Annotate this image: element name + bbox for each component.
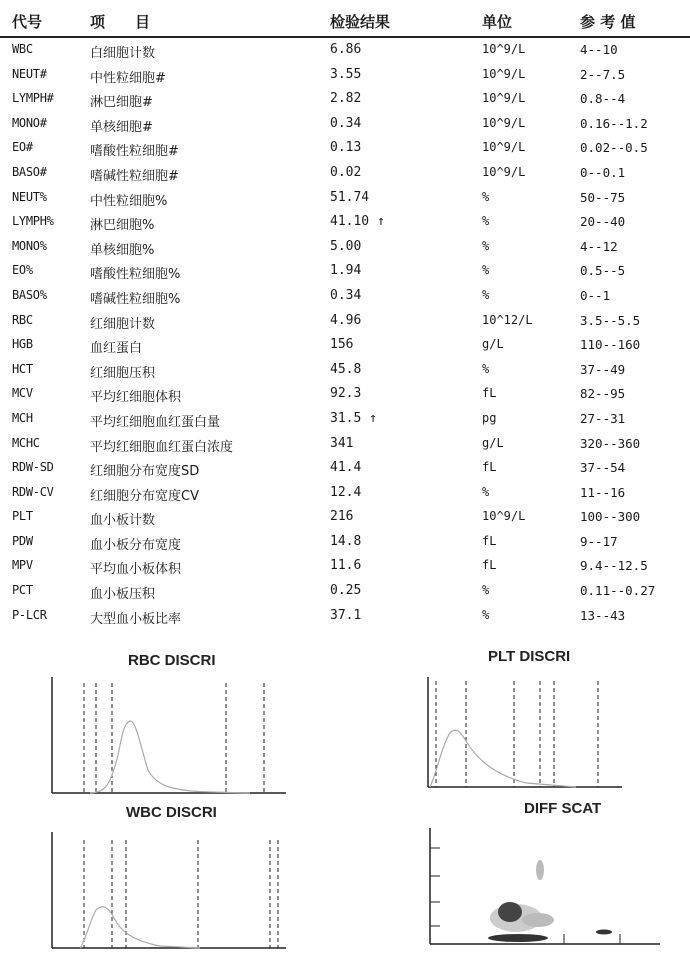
row-item: 中性粒细胞# xyxy=(90,70,166,86)
row-result: 12.4 xyxy=(330,484,362,500)
row-ref: 0--1 xyxy=(580,287,611,303)
row-result: 0.13 xyxy=(330,140,362,156)
diff-cluster-neut xyxy=(522,913,554,927)
header-item: 项 目 xyxy=(90,13,151,31)
row-item: 嗜碱性粒细胞% xyxy=(90,291,181,307)
row-item: 平均红细胞血红蛋白量 xyxy=(90,414,221,430)
row-result: 0.34 xyxy=(330,115,362,131)
row-unit: % xyxy=(482,189,490,204)
rbc-discri-title: RBC DISCRI xyxy=(128,652,216,669)
table-row xyxy=(0,333,690,358)
table-row xyxy=(0,87,690,112)
table-row xyxy=(0,284,690,309)
row-unit: % xyxy=(482,607,490,622)
row-unit: % xyxy=(482,583,490,598)
table-row xyxy=(0,112,690,137)
rbc-histogram xyxy=(50,675,290,800)
plt-discri-title: PLT DISCRI xyxy=(488,648,571,665)
row-code: P-LCR xyxy=(12,607,47,622)
result-table xyxy=(0,38,690,628)
row-result: 14.8 xyxy=(330,533,362,549)
row-code: RDW-CV xyxy=(12,484,54,499)
row-item: 红细胞计数 xyxy=(90,316,156,332)
row-unit: % xyxy=(482,238,490,253)
row-ref: 9.4--12.5 xyxy=(580,558,648,574)
row-unit: 10^9/L xyxy=(482,42,526,56)
row-item: 大型血小板比率 xyxy=(90,611,182,627)
row-result: 41.4 xyxy=(330,460,362,476)
row-unit: g/L xyxy=(482,337,504,352)
row-unit: pg xyxy=(482,410,497,425)
row-unit: 10^9/L xyxy=(482,164,526,179)
row-code: MCHC xyxy=(12,435,40,450)
row-item: 血小板分布宽度 xyxy=(90,537,182,553)
row-ref: 0.11--0.27 xyxy=(580,583,656,599)
diff-scatter xyxy=(428,826,664,954)
table-row xyxy=(0,481,690,506)
row-result: 341 xyxy=(330,435,354,451)
diff-cluster-scatter xyxy=(536,860,544,880)
row-item: 红细胞分布宽度SD xyxy=(90,464,200,480)
row-ref: 82--95 xyxy=(580,386,626,402)
table-header xyxy=(0,0,690,38)
header-unit: 单位 xyxy=(482,13,513,31)
row-unit: 10^9/L xyxy=(482,140,526,155)
table-row xyxy=(0,38,690,63)
diff-cluster-lymph xyxy=(498,902,522,922)
row-ref: 0.02--0.5 xyxy=(580,140,648,156)
row-item: 平均血小板体积 xyxy=(90,562,182,578)
row-unit: 10^12/L xyxy=(482,312,533,327)
row-item: 嗜酸性粒细胞# xyxy=(90,144,179,160)
row-code: MPV xyxy=(12,558,33,573)
row-ref: 9--17 xyxy=(580,533,618,549)
row-code: EO# xyxy=(12,140,33,155)
row-result: 41.10 ↑ xyxy=(330,214,385,230)
row-ref: 37--49 xyxy=(580,361,626,377)
row-code: BASO# xyxy=(12,164,47,179)
table-row xyxy=(0,136,690,161)
wbc-curve xyxy=(80,907,200,948)
row-result: 45.8 xyxy=(330,361,362,377)
row-ref: 13--43 xyxy=(580,607,626,623)
row-ref: 100--300 xyxy=(580,509,641,525)
wbc-discri-title: WBC DISCRI xyxy=(126,804,217,821)
row-result: 0.34 xyxy=(330,287,362,303)
row-unit: g/L xyxy=(482,435,504,450)
table-row xyxy=(0,186,690,211)
row-result: 0.25 xyxy=(330,583,362,599)
table-row xyxy=(0,235,690,260)
row-code: MCV xyxy=(12,386,33,401)
row-code: NEUT# xyxy=(12,66,47,81)
plt-histogram xyxy=(426,675,626,800)
row-code: NEUT% xyxy=(12,189,47,204)
row-ref: 2--7.5 xyxy=(580,66,626,82)
row-item: 单核细胞% xyxy=(90,242,155,258)
row-item: 中性粒细胞% xyxy=(90,193,168,209)
row-result: 216 xyxy=(330,509,354,525)
row-result: 6.86 xyxy=(330,42,362,57)
row-item: 平均红细胞血红蛋白浓度 xyxy=(90,439,234,455)
header-result: 检验结果 xyxy=(330,13,391,31)
row-unit: 10^9/L xyxy=(482,91,526,106)
row-code: MONO# xyxy=(12,115,47,130)
table-row xyxy=(0,432,690,457)
row-code: EO% xyxy=(12,263,33,278)
row-code: WBC xyxy=(12,42,33,56)
row-ref: 11--16 xyxy=(580,484,626,500)
row-unit: % xyxy=(482,214,490,229)
table-row xyxy=(0,456,690,481)
row-code: LYMPH% xyxy=(12,214,54,229)
header-ref: 参 考 值 xyxy=(580,13,636,31)
row-ref: 0.16--1.2 xyxy=(580,115,648,131)
row-item: 淋巴细胞# xyxy=(90,95,153,111)
header-code: 代号 xyxy=(12,13,43,31)
row-result: 1.94 xyxy=(330,263,362,279)
row-ref: 37--54 xyxy=(580,460,626,476)
table-row xyxy=(0,63,690,88)
row-result: 0.02 xyxy=(330,164,362,180)
row-result: 31.5 ↑ xyxy=(330,410,377,426)
row-item: 血小板计数 xyxy=(90,513,156,529)
row-unit: fL xyxy=(482,460,497,475)
row-item: 红细胞压积 xyxy=(90,365,156,381)
table-row xyxy=(0,382,690,407)
row-item: 淋巴细胞% xyxy=(90,218,155,234)
row-unit: fL xyxy=(482,386,497,401)
row-unit: fL xyxy=(482,533,497,548)
table-row xyxy=(0,407,690,432)
row-ref: 20--40 xyxy=(580,214,626,230)
row-item: 血小板压积 xyxy=(90,587,156,603)
table-row xyxy=(0,530,690,555)
row-result: 156 xyxy=(330,337,354,353)
row-code: LYMPH# xyxy=(12,91,54,106)
row-ref: 27--31 xyxy=(580,410,626,426)
row-unit: % xyxy=(482,263,490,278)
row-unit: 10^9/L xyxy=(482,66,526,81)
row-ref: 320--360 xyxy=(580,435,641,451)
table-row xyxy=(0,259,690,284)
row-result: 5.00 xyxy=(330,238,362,254)
row-result: 4.96 xyxy=(330,312,362,328)
table-row xyxy=(0,358,690,383)
row-code: RBC xyxy=(12,312,33,327)
wbc-histogram xyxy=(50,830,290,954)
row-ref: 110--160 xyxy=(580,337,641,353)
table-row xyxy=(0,505,690,530)
row-code: BASO% xyxy=(12,287,47,302)
row-ref: 0.8--4 xyxy=(580,91,626,107)
diff-cluster-eo xyxy=(596,930,612,935)
row-code: PDW xyxy=(12,533,33,548)
row-code: RDW-SD xyxy=(12,460,54,475)
row-result: 2.82 xyxy=(330,91,362,107)
row-unit: % xyxy=(482,361,490,376)
row-result: 3.55 xyxy=(330,66,362,82)
table-row xyxy=(0,161,690,186)
row-code: MCH xyxy=(12,410,33,425)
row-item: 白细胞计数 xyxy=(90,46,156,61)
row-code: HCT xyxy=(12,361,33,376)
row-item: 红细胞分布宽度CV xyxy=(90,488,199,504)
row-unit: 10^9/L xyxy=(482,115,526,130)
row-unit: fL xyxy=(482,558,497,573)
row-ref: 4--10 xyxy=(580,42,618,57)
row-code: PLT xyxy=(12,509,33,524)
row-result: 51.74 xyxy=(330,189,370,205)
diff-cluster-base xyxy=(488,934,548,942)
table-row xyxy=(0,579,690,604)
row-code: HGB xyxy=(12,337,33,352)
row-ref: 0--0.1 xyxy=(580,164,626,180)
row-code: MONO% xyxy=(12,238,47,253)
row-item: 平均红细胞体积 xyxy=(90,390,182,406)
row-code: PCT xyxy=(12,583,33,598)
row-result: 11.6 xyxy=(330,558,362,574)
diff-scat-title: DIFF SCAT xyxy=(524,800,602,817)
row-result: 92.3 xyxy=(330,386,362,402)
row-ref: 0.5--5 xyxy=(580,263,626,279)
row-result: 37.1 xyxy=(330,607,362,623)
table-row xyxy=(0,604,690,629)
row-item: 嗜酸性粒细胞% xyxy=(90,267,181,283)
row-item: 单核细胞# xyxy=(90,119,153,135)
table-row xyxy=(0,554,690,579)
table-row xyxy=(0,210,690,235)
row-unit: % xyxy=(482,287,490,302)
row-ref: 3.5--5.5 xyxy=(580,312,641,328)
row-item: 嗜碱性粒细胞# xyxy=(90,168,179,184)
row-item: 血红蛋白 xyxy=(90,341,143,357)
row-ref: 4--12 xyxy=(580,238,618,254)
row-ref: 50--75 xyxy=(580,189,626,205)
row-unit: % xyxy=(482,484,490,499)
table-row xyxy=(0,309,690,334)
row-unit: 10^9/L xyxy=(482,509,526,524)
